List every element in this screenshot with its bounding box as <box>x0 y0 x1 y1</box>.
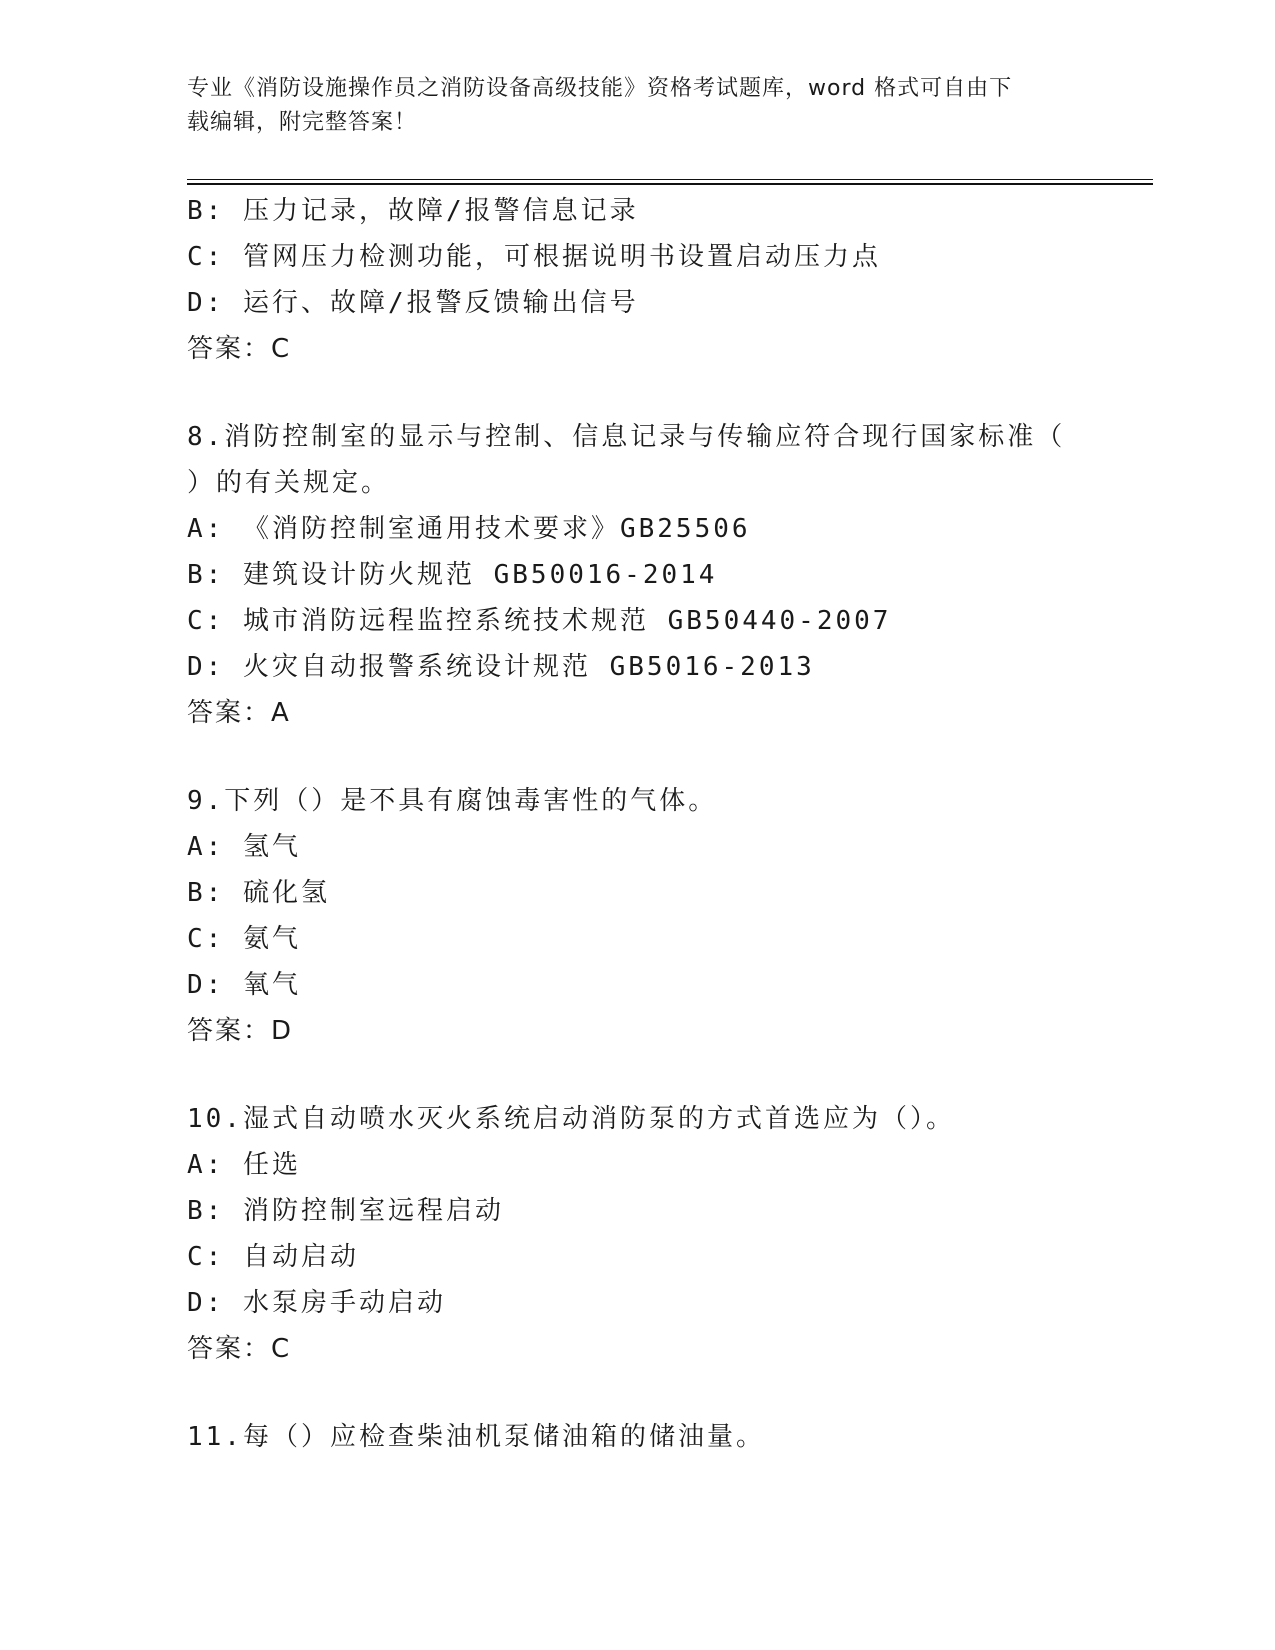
header-divider-thin <box>187 179 1153 180</box>
question-stem: ）的有关规定。 <box>187 468 391 498</box>
header-divider-thick <box>187 183 1153 185</box>
question-8 <box>187 414 1087 736</box>
answer-line: 答案：C <box>187 1334 292 1364</box>
option-c: C: 管网压力检测功能，可根据说明书设置启动压力点 <box>187 242 881 272</box>
option-d: D: 火灾自动报警系统设计规范 GB5016-2013 <box>187 652 815 682</box>
option-a: A: 《消防控制室通用技术要求》GB25506 <box>187 514 751 544</box>
question-11 <box>187 1414 1087 1460</box>
question-stem: 11.每（）应检查柴油机泵储油箱的储油量。 <box>187 1422 765 1452</box>
option-d: D: 氧气 <box>187 970 301 1000</box>
document-header <box>187 72 1067 140</box>
question-list <box>187 188 1087 1460</box>
option-b: B: 硫化氢 <box>187 878 330 908</box>
option-c: C: 自动启动 <box>187 1242 359 1272</box>
question-10 <box>187 1096 1087 1372</box>
answer-line: 答案：D <box>187 1016 294 1046</box>
option-c: C: 城市消防远程监控系统技术规范 GB50440-2007 <box>187 606 892 636</box>
option-c: C: 氨气 <box>187 924 301 954</box>
option-d: D: 水泵房手动启动 <box>187 1288 446 1318</box>
option-a: A: 任选 <box>187 1150 301 1180</box>
option-a: A: 氢气 <box>187 832 301 862</box>
answer-line: 答案：A <box>187 698 291 728</box>
option-b: B: 压力记录，故障/报警信息记录 <box>187 196 639 226</box>
question-stem: 8.消防控制室的显示与控制、信息记录与传输应符合现行国家标准（ <box>187 422 1066 452</box>
header-line-1: 专业《消防设施操作员之消防设备高级技能》资格考试题库，word 格式可自由下 <box>187 76 1013 101</box>
option-b: B: 建筑设计防火规范 GB50016-2014 <box>187 560 718 590</box>
header-line-2: 载编辑，附完整答案！ <box>187 110 418 135</box>
question-9 <box>187 778 1087 1054</box>
question-7-continued <box>187 188 1087 372</box>
question-stem: 9.下列（）是不具有腐蚀毒害性的气体。 <box>187 786 718 816</box>
question-stem: 10.湿式自动喷水灭火系统启动消防泵的方式首选应为（）。 <box>187 1104 955 1134</box>
option-b: B: 消防控制室远程启动 <box>187 1196 504 1226</box>
answer-line: 答案：C <box>187 334 292 364</box>
option-d: D: 运行、故障/报警反馈输出信号 <box>187 288 639 318</box>
